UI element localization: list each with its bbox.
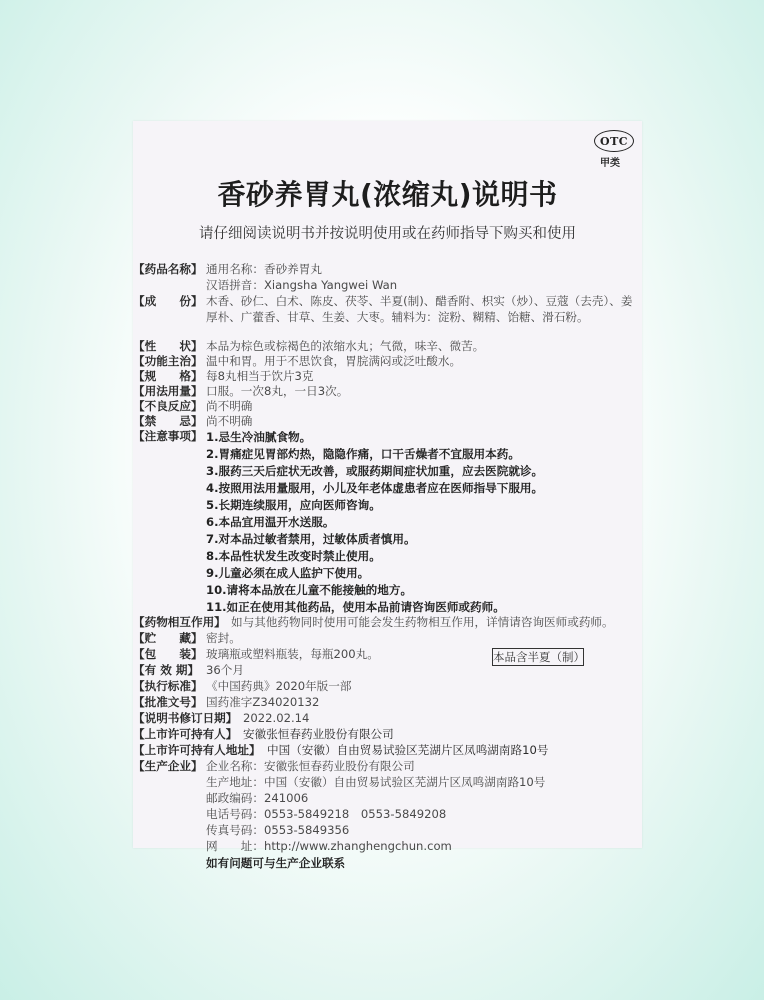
field-label: 【上市许可持有人】 (133, 727, 238, 741)
document-title: 香砂养胃丸(浓缩丸)说明书 (217, 178, 558, 211)
field-label: 【说明书修订日期】 (133, 711, 238, 725)
manufacturer-line: 企业名称：安徽张恒春药业股份有限公司 (206, 759, 415, 773)
precaution-item: 8.本品性状发生改变时禁止使用。 (206, 549, 381, 563)
field-label: 【成 份】 (133, 294, 203, 308)
field-value: 每8丸相当于饮片3克 (206, 369, 314, 383)
precaution-item: 2.胃痛症见胃部灼热，隐隐作痛，口干舌燥者不宜服用本药。 (206, 447, 520, 461)
field-value: 口服。一次8丸，一日3次。 (206, 384, 349, 398)
precaution-item: 10.请将本品放在儿童不能接触的地方。 (206, 583, 413, 597)
manufacturer-line: 邮政编码：241006 (206, 791, 309, 805)
field-label: 【药品名称】 (133, 262, 203, 276)
field-label: 【药物相互作用】 (133, 615, 226, 629)
precaution-item: 4.按照用法用量服用，小儿及年老体虚患者应在医师指导下服用。 (206, 481, 544, 495)
field-label: 【批准文号】 (133, 695, 203, 709)
otc-class: 甲类 (600, 158, 620, 169)
precaution-item: 11.如正在使用其他药品，使用本品前请咨询医师或药师。 (206, 600, 505, 614)
field-value: 尚不明确 (206, 414, 253, 428)
otc-mark: OTC (594, 130, 634, 152)
boxed-note: 本品含半夏（制） (493, 650, 585, 664)
field-value: 汉语拼音：Xiangsha Yangwei Wan (206, 278, 398, 292)
field-value: 尚不明确 (206, 399, 253, 413)
manufacturer-website: 网 址：http://www.zhanghengchun.com (206, 839, 452, 853)
instruction-sheet (133, 121, 642, 853)
field-label: 【注意事项】 (133, 429, 203, 443)
field-value: 本品为棕色或棕褐色的浓缩水丸；气微，味辛、微苦。 (206, 339, 485, 353)
field-value: 安徽张恒春药业股份有限公司 (243, 727, 394, 741)
precaution-item: 1.忌生冷油腻食物。 (206, 430, 312, 444)
document-subtitle: 请仔细阅读说明书并按说明使用或在药师指导下购买和使用 (199, 226, 576, 242)
field-label: 【上市许可持有人地址】 (133, 743, 261, 757)
precaution-item: 7.对本品过敏者禁用，过敏体质者慎用。 (206, 532, 416, 546)
footer-contact-note: 如有问题可与生产企业联系 (206, 856, 346, 870)
field-value: 通用名称：香砂养胃丸 (206, 262, 322, 276)
manufacturer-line: 传真号码：0553-5849356 (206, 823, 350, 837)
field-label: 【包 装】 (133, 647, 203, 661)
field-label: 【不良反应】 (133, 399, 203, 413)
field-value: 温中和胃。用于不思饮食，胃脘满闷或泛吐酸水。 (206, 354, 462, 368)
field-label: 【规 格】 (133, 369, 203, 383)
precaution-item: 6.本品宜用温开水送服。 (206, 515, 335, 529)
field-value: 2022.02.14 (243, 711, 310, 725)
precaution-item: 5.长期连续服用，应向医师咨询。 (206, 498, 381, 512)
field-label: 【用法用量】 (133, 384, 203, 398)
field-value: 密封。 (206, 631, 241, 645)
field-label: 【禁 忌】 (133, 414, 203, 428)
field-label: 【执行标准】 (133, 679, 203, 693)
field-label: 【贮 藏】 (133, 631, 203, 645)
field-value: 《中国药典》2020年版一部 (206, 679, 352, 693)
precaution-item: 3.服药三天后症状无改善，或服药期间症状加重，应去医院就诊。 (206, 464, 544, 478)
field-label: 【性 状】 (133, 339, 203, 353)
field-value: 中国（安徽）自由贸易试验区芜湖片区凤鸣湖南路10号 (267, 743, 549, 757)
field-label: 【有 效 期】 (133, 663, 200, 677)
precaution-item: 9.儿童必须在成人监护下使用。 (206, 566, 370, 580)
field-value: 36个月 (206, 663, 244, 677)
field-value: 如与其他药物同时使用可能会发生药物相互作用，详情请咨询医师或药师。 (231, 615, 614, 629)
field-label: 【功能主治】 (133, 354, 203, 368)
field-label: 【生产企业】 (133, 759, 203, 773)
field-value: 木香、砂仁、白术、陈皮、茯苓、半夏(制)、醋香附、枳实（炒）、豆蔻（去壳）、姜厚朴、广藿香、甘草、生姜、大枣。辅料为：淀粉、糊精、饴糖、滑石粉。 (206, 294, 633, 324)
manufacturer-line: 电话号码：0553-5849218 0553-5849208 (206, 807, 447, 821)
manufacturer-line: 生产地址：中国（安徽）自由贸易试验区芜湖片区凤鸣湖南路10号 (206, 775, 546, 789)
field-value: 玻璃瓶或塑料瓶装，每瓶200丸。 (206, 647, 379, 661)
field-value: 国药准字Z34020132 (206, 695, 320, 709)
